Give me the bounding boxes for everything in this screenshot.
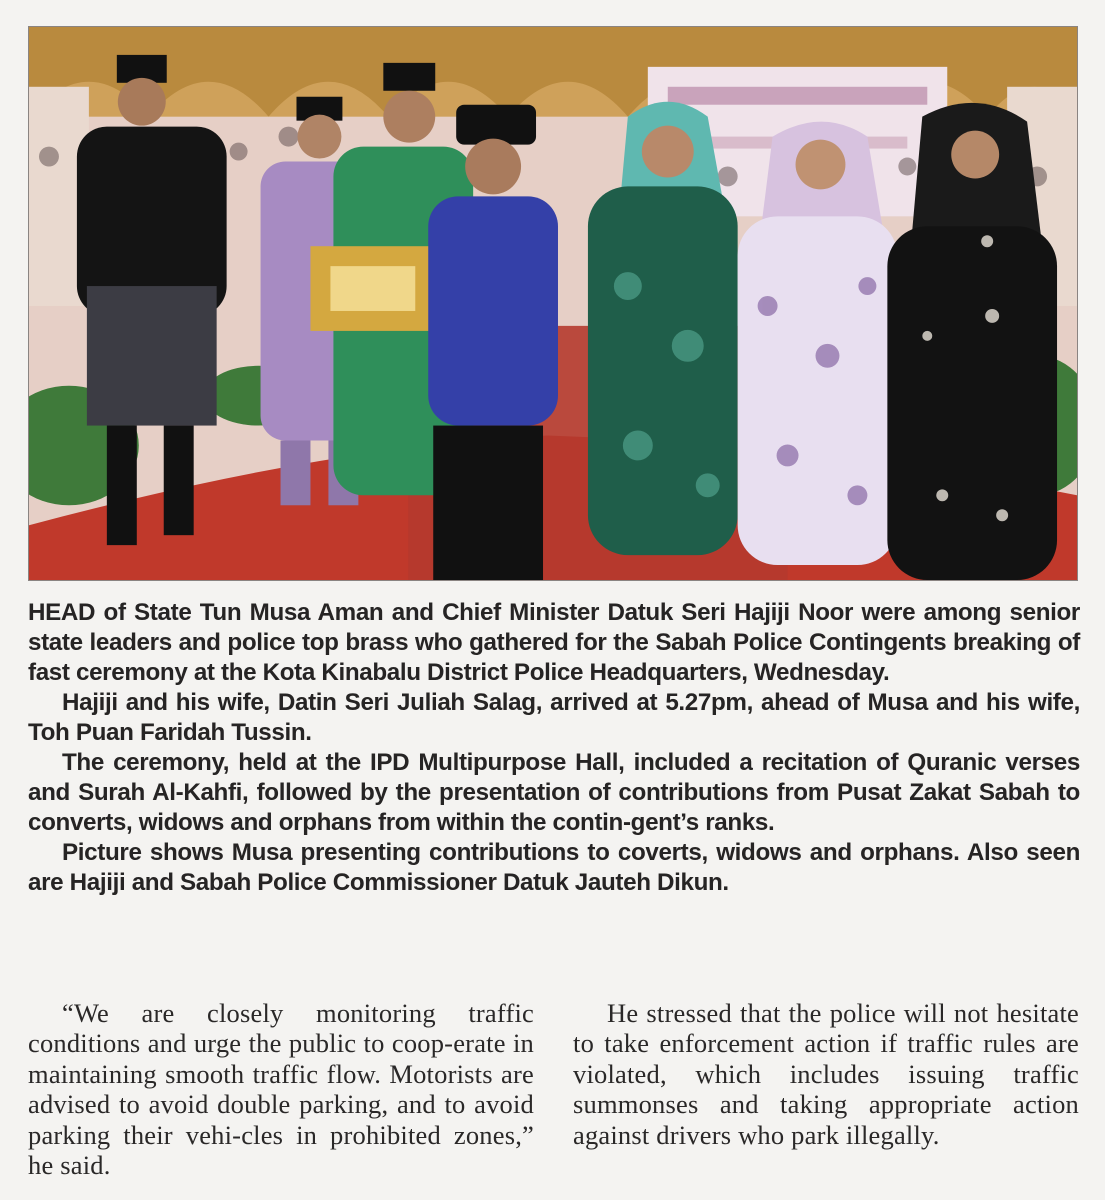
caption-paragraph: Picture shows Musa presenting contributions to coverts, widows and orphans. Also seen are Hajiji and Sabah Police Commissioner Datuk Jauteh Dikun. [28, 839, 1080, 896]
article-paragraph: “We are closely monitoring traffic conditions and urge the public to coop-erate in maintaining smooth traffic flow. Motorists are advised to avoid double parking, and to avoid parking their vehi-cles in prohibited zones,” he said. [28, 998, 534, 1181]
ceremony-photo-illustration [29, 27, 1077, 580]
ceremony-photo [28, 26, 1078, 581]
photo-caption [28, 598, 1080, 898]
caption-paragraph: The ceremony, held at the IPD Multipurpose Hall, included a recitation of Quranic verses and Surah Al-Kahfi, followed by the presentation of contributions from Pusat Zakat Sabah to converts, widows and orphans from within the contin-gent’s ranks. [28, 749, 1080, 836]
article-column-right [573, 998, 1079, 1150]
caption-paragraph: Hajiji and his wife, Datin Seri Juliah Salag, arrived at 5.27pm, ahead of Musa and his wife, Toh Puan Faridah Tussin. [28, 689, 1080, 746]
caption-paragraph: HEAD of State Tun Musa Aman and Chief Minister Datuk Seri Hajiji Noor were among senior state leaders and police top brass who gathered for the Sabah Police Contingents breaking of fast ceremony at the Kota Kinabalu District Police Headquarters, Wednesday. [28, 599, 1080, 686]
article-paragraph: He stressed that the police will not hesitate to take enforcement action if traffic rules are violated, which includes issuing traffic summonses and taking appropriate action against drivers who park illegally. [573, 998, 1079, 1150]
article-column-left [28, 998, 534, 1180]
